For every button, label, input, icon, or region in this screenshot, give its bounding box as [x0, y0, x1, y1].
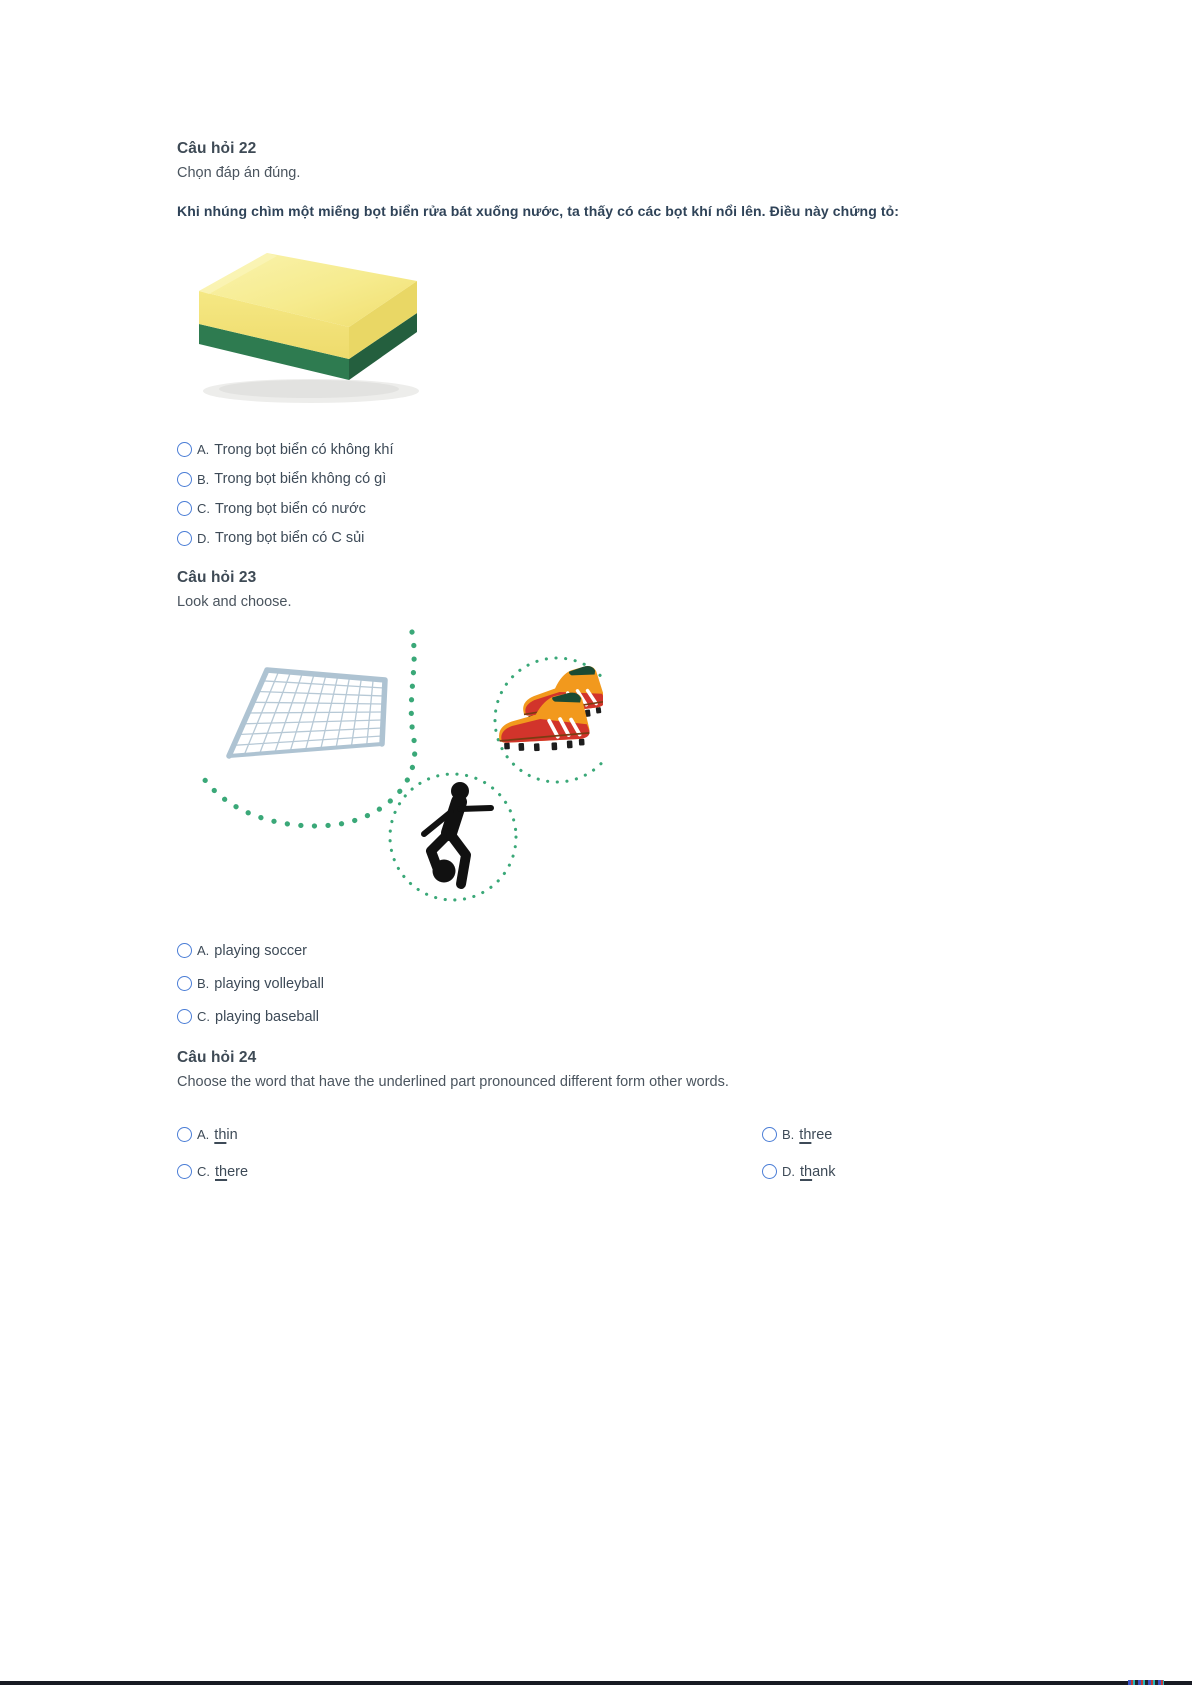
question-22-prompt: Khi nhúng chìm một miếng bọt biển rửa bát xuống nước, ta thấy có các bọt khí nổi lên. Điều này chứng tỏ:: [177, 203, 900, 219]
question-22-instruction: Chọn đáp án đúng.: [177, 165, 301, 181]
option-text: [800, 1164, 835, 1180]
option-letter: B.: [782, 1127, 795, 1142]
option-letter: A.: [197, 943, 210, 958]
option-letter: D.: [782, 1164, 795, 1179]
option-row-q22-c[interactable]: [177, 494, 1152, 524]
sponge-image: [189, 239, 441, 409]
option-letter: B.: [197, 976, 210, 991]
option-row-q24-a[interactable]: [177, 1116, 762, 1153]
footer-ticks-decoration: [1128, 1680, 1164, 1685]
option-text: playing volleyball: [214, 975, 324, 992]
option-text: playing soccer: [214, 942, 307, 959]
underlined-part: th: [215, 1163, 228, 1180]
radio-button[interactable]: [177, 943, 192, 958]
radio-button[interactable]: [177, 1164, 192, 1179]
question-22-section: [177, 140, 1152, 553]
question-24-instruction: Choose the word that have the underlined part pronounced different form other words.: [177, 1074, 729, 1090]
question-23-instruction: Look and choose.: [177, 594, 292, 610]
soccer-player-icon: [424, 782, 491, 884]
question-23-section: [177, 569, 1152, 1033]
radio-button[interactable]: [177, 1009, 192, 1024]
option-letter: C.: [197, 1009, 210, 1024]
radio-button[interactable]: [177, 472, 192, 487]
question-23-title: Câu hỏi 23: [177, 569, 257, 586]
underlined-part: th: [799, 1126, 812, 1143]
option-letter: A.: [197, 442, 210, 458]
radio-button[interactable]: [177, 442, 192, 457]
radio-button[interactable]: [177, 531, 192, 546]
option-letter: C.: [197, 1164, 210, 1179]
option-row-q24-d[interactable]: [762, 1153, 1152, 1190]
question-23-options: [177, 934, 1152, 1033]
option-text: Trong bọt biển có C sủi: [215, 530, 365, 547]
option-letter: B.: [197, 471, 210, 487]
option-row-q22-a[interactable]: [177, 435, 1152, 465]
word-rest: ank: [812, 1163, 836, 1180]
option-text: Trong bọt biển có không khí: [214, 441, 394, 458]
option-letter: C.: [197, 501, 210, 517]
option-text: [215, 1164, 248, 1180]
underlined-part: th: [800, 1163, 813, 1180]
option-row-q23-c[interactable]: [177, 1000, 1152, 1033]
underlined-part: th: [214, 1126, 227, 1143]
option-letter: D.: [197, 530, 210, 546]
word-rest: ere: [227, 1163, 249, 1180]
question-24-title: Câu hỏi 24: [177, 1049, 257, 1066]
option-text: playing baseball: [215, 1008, 319, 1025]
option-row-q24-b[interactable]: [762, 1116, 1152, 1153]
radio-button[interactable]: [762, 1164, 777, 1179]
question-22-options: [177, 435, 1152, 553]
footer-bar: [0, 1681, 1192, 1685]
soccer-illustration: [183, 624, 603, 912]
question-22-title: Câu hỏi 22: [177, 140, 257, 157]
radio-button[interactable]: [177, 501, 192, 516]
word-rest: in: [226, 1126, 238, 1143]
word-rest: ree: [811, 1126, 833, 1143]
option-row-q22-d[interactable]: [177, 524, 1152, 554]
question-24-options: [177, 1116, 1152, 1190]
option-row-q22-b[interactable]: [177, 465, 1152, 495]
option-text: Trong bọt biển có nước: [215, 500, 366, 517]
option-row-q24-c[interactable]: [177, 1153, 762, 1190]
soccer-goal-icon: [229, 670, 385, 756]
option-text: [799, 1127, 832, 1143]
option-row-q23-b[interactable]: [177, 967, 1152, 1000]
option-row-q23-a[interactable]: [177, 934, 1152, 967]
option-text: Trong bọt biển không có gì: [214, 471, 387, 488]
question-24-section: [177, 1049, 1152, 1190]
radio-button[interactable]: [762, 1127, 777, 1142]
radio-button[interactable]: [177, 1127, 192, 1142]
option-letter: A.: [197, 1127, 210, 1142]
option-text: [214, 1127, 237, 1143]
radio-button[interactable]: [177, 976, 192, 991]
